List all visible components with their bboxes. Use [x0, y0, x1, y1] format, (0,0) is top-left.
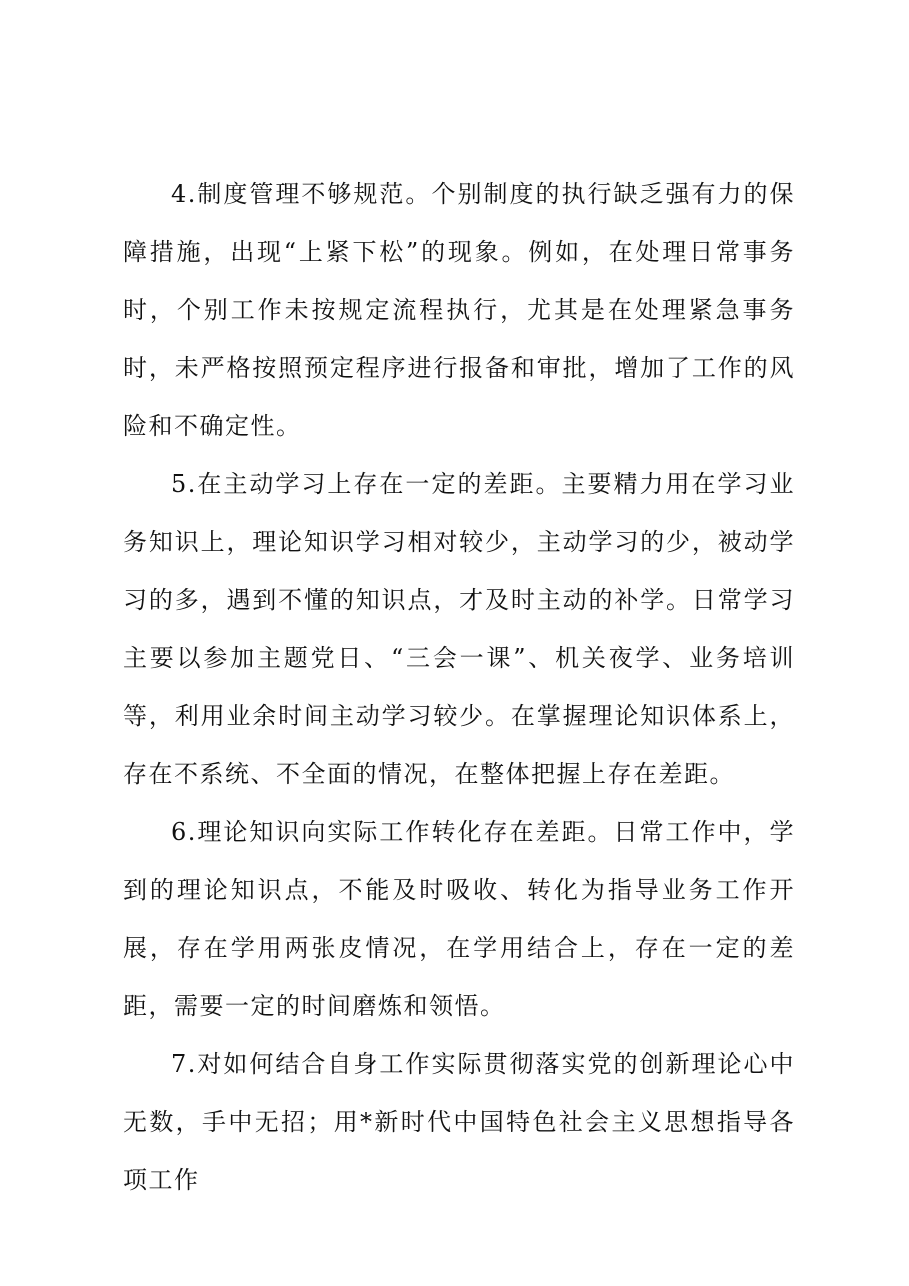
document-body — [123, 165, 795, 1209]
paragraph-7: 7.对如何结合自身工作实际贯彻落实党的创新理论心中无数，手中无招；用*新时代中国特色社会主义思想指导各项工作 — [123, 1050, 795, 1194]
paragraph-5: 5.在主动学习上存在一定的差距。主要精力用在学习业务知识上，理论知识学习相对较少，主动学习的少，被动学习的多，遇到不懂的知识点，才及时主动的补学。日常学习主要以参加主题党日、“三会一课”、机关夜学、业务培训等，利用业余时间主动学习较少。在掌握理论知识体系上，存在不系统、不全面的情况，在整体把握上存在差距。 — [123, 470, 795, 788]
paragraph-6: 6.理论知识向实际工作转化存在差距。日常工作中，学到的理论知识点，不能及时吸收、转化为指导业务工作开展，存在学用两张皮情况，在学用结合上，存在一定的差距，需要一定的时间磨炼和领悟。 — [123, 818, 795, 1020]
paragraph-4: 4.制度管理不够规范。个别制度的执行缺乏强有力的保障措施，出现“上紧下松”的现象。例如，在处理日常事务时，个别工作未按规定流程执行，尤其是在处理紧急事务时，未严格按照预定程序进行报备和审批，增加了工作的风险和不确定性。 — [123, 180, 795, 440]
